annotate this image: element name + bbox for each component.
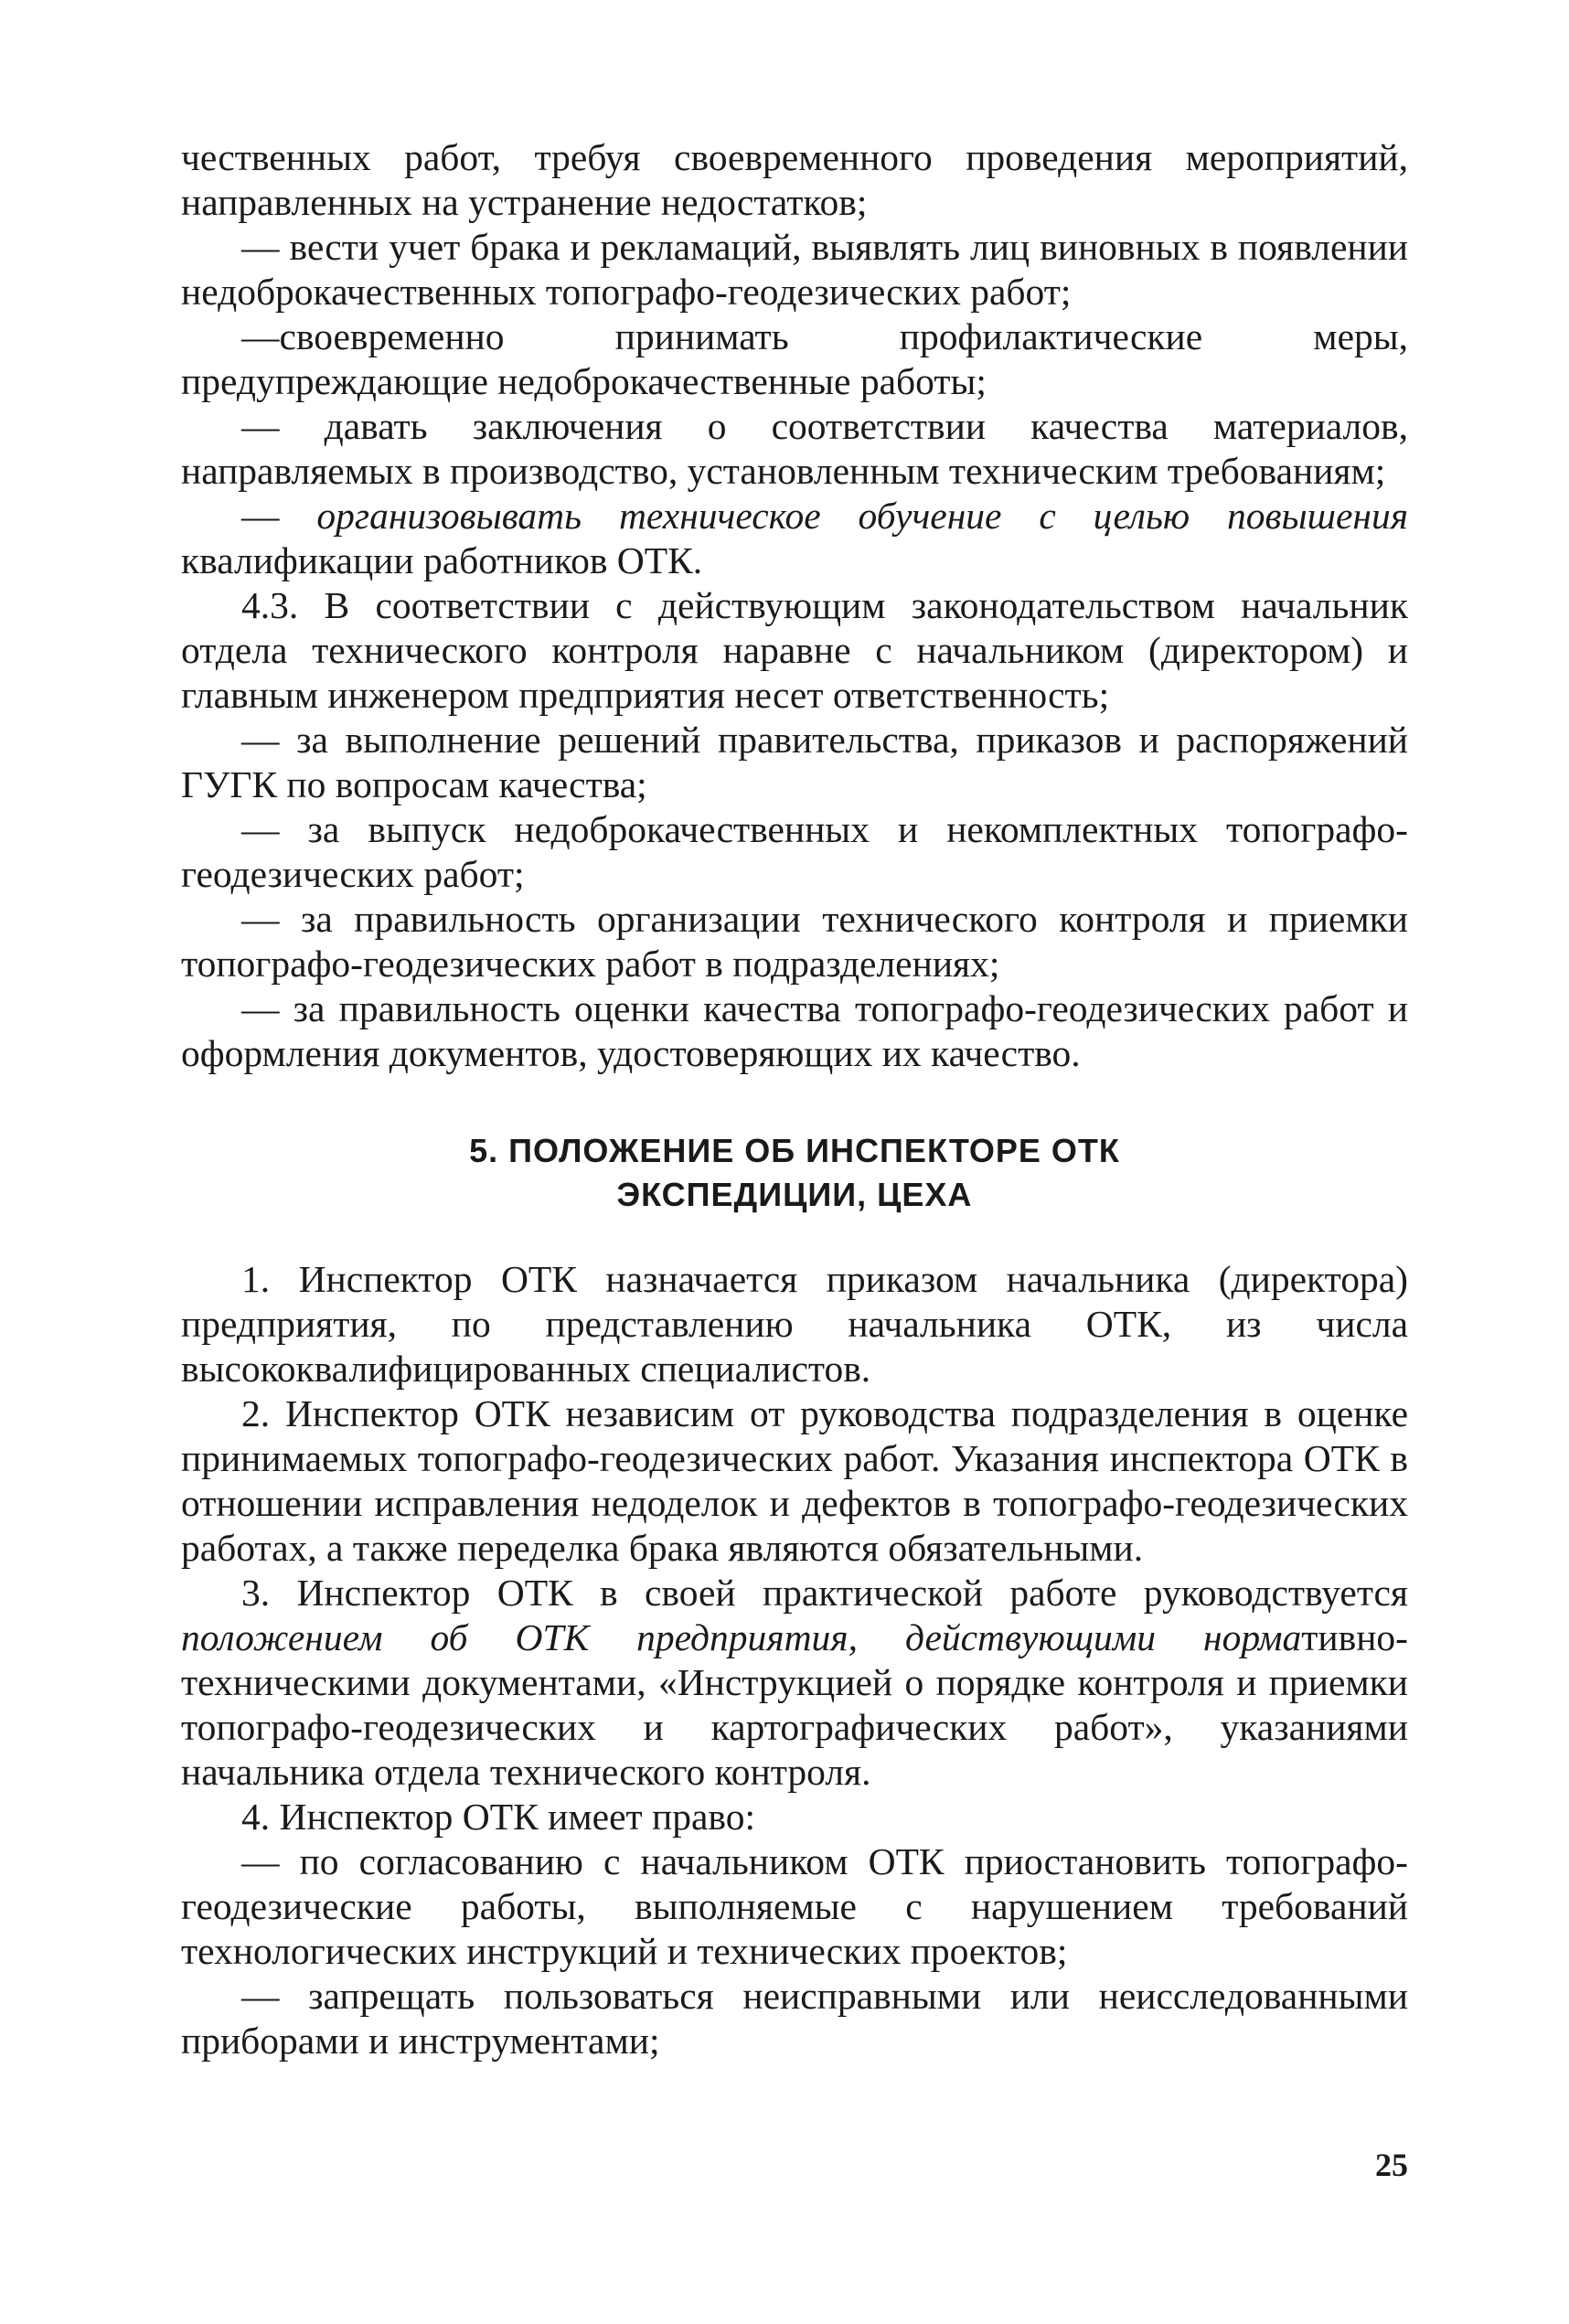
paragraph-prohibit-instruments: — запрещать пользоваться неисправными или неисследованными приборами и инструментами; (181, 1975, 1408, 2062)
text-suffix: тивно-техническими документами, «Инструкцией о порядке контроля и приемки топографо-геодезических и картографических работ», указаниями начальника отдела технического контроля. (181, 1616, 1408, 1793)
paragraph-section-item-1: 1. Инспектор ОТК назначается приказом начальника (директора) предприятия, по представлению начальника ОТК, из числа высококвалифицированных специалистов. (181, 1258, 1408, 1390)
paragraph-technical-training (181, 494, 1408, 583)
text-prefix: — (241, 495, 317, 537)
paragraph-continuation: чественных работ, требуя своевременного проведения мероприятий, направленных на устранение недостатков; (181, 136, 1408, 223)
section-heading-line-2: ЭКСПЕДИЦИИ, ЦЕХА (616, 1176, 973, 1213)
paragraph-section-item-4: 4. Инспектор ОТК имеет право: (241, 1796, 755, 1838)
paragraph-decisions-execution: — за выполнение решений правительства, приказов и распоряжений ГУГК по вопросам качества; (181, 719, 1408, 805)
italic-text: организовывать техническое обучение с целью повышения (316, 495, 1408, 537)
paragraph-section-item-2: 2. Инспектор ОТК независим от руководства подразделения в оценке принимаемых топографо-геодезических работ. Указания инспектора ОТК в отношении исправления недоделок и дефектов в топографо-геодезических работах, а также переделка брака являются обязательными. (181, 1392, 1408, 1569)
italic-text: положением об ОТК предприятия, действующими норма (181, 1616, 1302, 1658)
document-page (181, 135, 1408, 2063)
paragraph-defects-accounting: — вести учет брака и рекламаций, выявлять лиц виновных в появлении недоброкачественных топографо-геодезических работ; (181, 226, 1408, 313)
paragraph-control-organization: — за правильность организации технического контроля и приемки топографо-геодезических работ в подразделениях; (181, 898, 1408, 985)
text-prefix: 3. Инспектор ОТК в своей практической работе руководствуется (241, 1572, 1408, 1614)
paragraph-section-item-3 (181, 1571, 1408, 1795)
section-heading (181, 1129, 1408, 1217)
paragraph-suspend-works: — по согласованию с начальником ОТК приостановить топографо-геодезические работы, выполняемые с нарушением требований технологических инструкций и технических проектов; (181, 1840, 1408, 1972)
paragraph-4-3-responsibility: 4.3. В соответствии с действующим законодательством начальник отдела технического контроля наравне с начальником (директором) и главным инженером предприятия несет ответственность; (181, 584, 1408, 716)
paragraph-defective-output: — за выпуск недоброкачественных и некомплектных топографо-геодезических работ; (181, 808, 1408, 895)
paragraph-materials-conclusion: — давать заключения о соответствии качества материалов, направляемых в производство, установленным техническим требованиям; (181, 405, 1408, 492)
section-heading-line-1: 5. ПОЛОЖЕНИЕ ОБ ИНСПЕКТОРЕ ОТК (469, 1132, 1120, 1169)
paragraph-quality-assessment: — за правильность оценки качества топографо-геодезических работ и оформления документов, удостоверяющих их качество. (181, 987, 1408, 1074)
page-number: 25 (1375, 2147, 1408, 2183)
paragraph-preventive-measures: —своевременно принимать профилактические меры, предупреждающие недоброкачественные работы; (181, 315, 1408, 402)
text-suffix: квалификации работников ОТК. (181, 539, 703, 581)
